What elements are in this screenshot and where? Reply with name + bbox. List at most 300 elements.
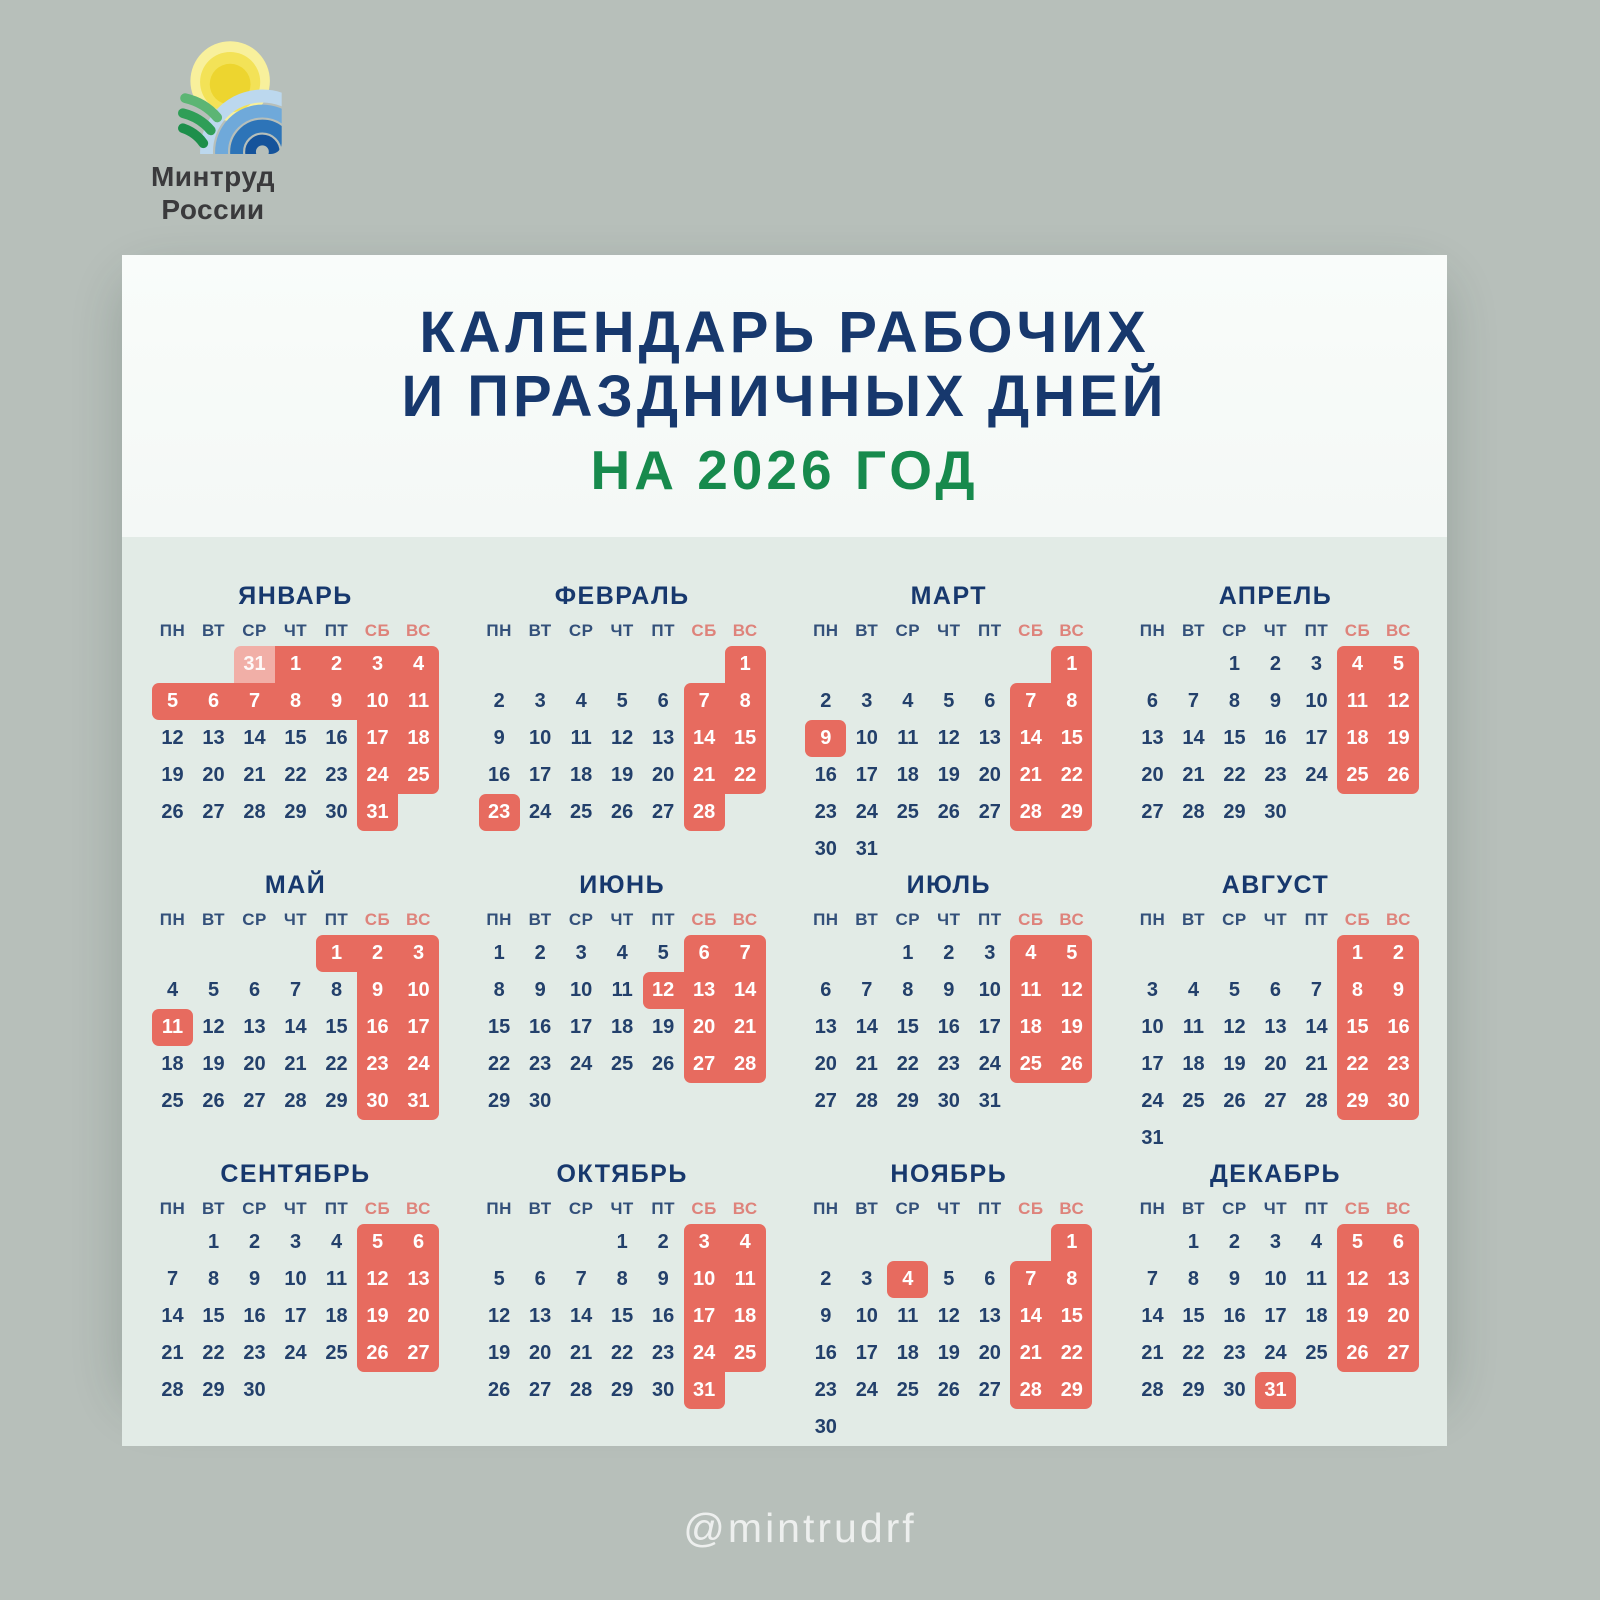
day-cell: 16 <box>1378 1009 1419 1046</box>
weekday-label: ПН <box>486 1199 512 1218</box>
day-cell: 12 <box>488 1305 511 1327</box>
page-title-line2: И ПРАЗДНИЧНЫХ ДНЕЙ <box>401 364 1168 429</box>
day-cell: 22 <box>488 1053 511 1075</box>
month-calendar <box>805 581 1092 868</box>
weekday-label: ВТ <box>528 910 552 929</box>
weekday-label: СР <box>242 1199 267 1218</box>
day-cell: 23 <box>937 1053 960 1075</box>
day-cell: 18 <box>325 1305 348 1327</box>
day-cell <box>1214 1120 1255 1157</box>
day-cell: 11 <box>611 979 633 1001</box>
day-cell: 1 <box>1228 653 1241 675</box>
day-cell: 6 <box>820 979 832 1001</box>
day-cell <box>643 831 684 868</box>
weekday-label: СБ <box>691 1199 717 1218</box>
day-cell <box>1010 1224 1051 1261</box>
day-cell: 25 <box>398 757 439 794</box>
day-cell: 3 <box>398 935 439 972</box>
day-cell: 8 <box>725 683 766 720</box>
day-cell: 16 <box>325 727 348 749</box>
day-cell: 12 <box>937 1305 960 1327</box>
day-cell: 12 <box>611 727 634 749</box>
day-cell: 3 <box>1310 653 1323 675</box>
day-cell: 27 <box>978 1379 1001 1401</box>
day-cell: 20 <box>1378 1298 1419 1335</box>
day-cell: 24 <box>398 1046 439 1083</box>
day-cell: 20 <box>814 1053 837 1075</box>
day-cell: 4 <box>1010 935 1051 972</box>
day-cell: 27 <box>684 1046 725 1083</box>
day-cell: 23 <box>1378 1046 1419 1083</box>
day-cell: 15 <box>725 720 766 757</box>
weekday-label: ЧТ <box>937 1199 961 1218</box>
day-cell: 31 <box>855 838 878 860</box>
day-cell <box>520 646 561 683</box>
month-calendar <box>152 1159 439 1446</box>
day-cell: 20 <box>1264 1053 1287 1075</box>
day-cell: 20 <box>202 764 225 786</box>
day-cell: 8 <box>330 979 343 1001</box>
day-cell: 19 <box>1337 1298 1378 1335</box>
day-cell: 26 <box>937 1379 960 1401</box>
day-cell: 23 <box>479 794 520 831</box>
day-cell: 13 <box>814 1016 837 1038</box>
day-cell <box>193 1409 234 1446</box>
day-cell: 9 <box>248 1268 261 1290</box>
month-title: ФЕВРАЛЬ <box>554 582 690 610</box>
weekday-label: ЧТ <box>610 1199 634 1218</box>
day-cell <box>1173 1120 1214 1157</box>
day-cell: 26 <box>1223 1090 1246 1112</box>
day-cell <box>357 831 398 868</box>
day-cell <box>846 646 887 683</box>
day-cell: 21 <box>1305 1053 1328 1075</box>
weekday-label: ВС <box>1386 621 1411 640</box>
day-cell <box>805 935 846 972</box>
month-calendar <box>479 870 766 1157</box>
org-name-line1: Минтруд <box>150 161 276 192</box>
weekday-label: СР <box>895 910 921 929</box>
day-cell <box>1337 1409 1378 1446</box>
day-cell <box>887 646 928 683</box>
day-cell: 21 <box>684 757 725 794</box>
day-cell <box>1132 935 1173 972</box>
day-cell <box>1010 1120 1051 1157</box>
day-cell: 10 <box>570 979 593 1001</box>
weekday-label: ПН <box>486 621 512 640</box>
day-cell: 9 <box>805 720 846 757</box>
day-cell: 13 <box>1141 727 1164 749</box>
day-cell: 2 <box>357 935 398 972</box>
day-cell <box>357 1409 398 1446</box>
weekday-label: ЧТ <box>1263 910 1288 929</box>
day-cell: 21 <box>1182 764 1205 786</box>
weekday-label: ПТ <box>978 621 1002 640</box>
day-cell: 4 <box>330 1231 343 1253</box>
day-cell: 1 <box>1337 935 1378 972</box>
day-cell <box>887 1120 928 1157</box>
day-cell <box>1337 794 1378 831</box>
day-cell: 16 <box>357 1009 398 1046</box>
weekday-label: ПН <box>159 621 186 640</box>
weekday-label: ВТ <box>855 1199 879 1218</box>
day-cell: 24 <box>1141 1090 1164 1112</box>
day-cell: 28 <box>1305 1090 1328 1112</box>
day-cell: 16 <box>1264 727 1287 749</box>
day-cell: 31 <box>234 646 275 683</box>
day-cell: 12 <box>1051 972 1092 1009</box>
day-cell: 20 <box>243 1053 266 1075</box>
day-cell: 3 <box>534 690 546 712</box>
day-cell <box>1378 1120 1419 1157</box>
day-cell: 4 <box>166 979 179 1001</box>
day-cell: 1 <box>725 646 766 683</box>
day-cell: 5 <box>943 690 955 712</box>
day-cell <box>479 1224 520 1261</box>
day-cell: 25 <box>325 1342 348 1364</box>
weekday-label: ПТ <box>651 621 675 640</box>
day-cell: 15 <box>896 1016 919 1038</box>
day-cell <box>846 935 887 972</box>
day-cell <box>643 1120 684 1157</box>
day-cell <box>193 1120 234 1157</box>
day-cell: 14 <box>1182 727 1205 749</box>
day-cell <box>1255 831 1296 868</box>
day-cell: 17 <box>398 1009 439 1046</box>
weekday-label: ПТ <box>324 1199 349 1218</box>
day-cell <box>398 1372 439 1409</box>
day-cell: 3 <box>289 1231 302 1253</box>
day-cell: 15 <box>1182 1305 1205 1327</box>
day-cell: 30 <box>1223 1379 1246 1401</box>
page-title <box>122 301 1447 429</box>
weekday-label: ЧТ <box>610 621 634 640</box>
day-cell <box>1214 831 1255 868</box>
day-cell <box>152 1224 193 1261</box>
day-cell: 11 <box>897 727 919 749</box>
day-cell: 15 <box>325 1016 348 1038</box>
day-cell <box>1132 646 1173 683</box>
weekday-label: СБ <box>1018 910 1044 929</box>
day-cell: 1 <box>1187 1231 1200 1253</box>
day-cell: 22 <box>1182 1342 1205 1364</box>
day-cell <box>275 1409 316 1446</box>
day-cell <box>969 831 1010 868</box>
day-cell: 1 <box>275 646 316 683</box>
day-cell: 8 <box>616 1268 628 1290</box>
day-cell <box>1051 831 1092 868</box>
calendar-card <box>122 255 1447 1438</box>
day-cell: 18 <box>611 1016 634 1038</box>
day-cell <box>1255 1120 1296 1157</box>
day-cell: 8 <box>1337 972 1378 1009</box>
day-cell: 1 <box>207 1231 220 1253</box>
day-cell: 12 <box>1223 1016 1246 1038</box>
month-title: АПРЕЛЬ <box>1218 582 1333 610</box>
day-cell: 14 <box>570 1305 593 1327</box>
day-cell: 12 <box>1337 1261 1378 1298</box>
day-cell: 4 <box>575 690 587 712</box>
day-cell <box>969 1224 1010 1261</box>
day-cell: 20 <box>978 1342 1001 1364</box>
day-cell: 7 <box>166 1268 179 1290</box>
day-cell: 30 <box>652 1379 675 1401</box>
day-cell: 23 <box>652 1342 675 1364</box>
day-cell: 17 <box>855 764 878 786</box>
day-cell: 31 <box>1141 1127 1164 1149</box>
day-cell <box>684 646 725 683</box>
day-cell: 24 <box>570 1053 593 1075</box>
month-calendar <box>479 581 766 868</box>
month-calendar <box>1132 581 1419 868</box>
weekday-label: ВТ <box>201 910 225 929</box>
day-cell: 5 <box>1228 979 1241 1001</box>
weekday-label: ПН <box>813 1199 839 1218</box>
day-cell: 3 <box>861 1268 873 1290</box>
day-cell: 12 <box>357 1261 398 1298</box>
day-cell: 13 <box>978 1305 1001 1327</box>
day-cell: 11 <box>570 727 592 749</box>
weekday-label: ЧТ <box>283 621 308 640</box>
day-cell <box>1051 1409 1092 1446</box>
day-cell: 19 <box>357 1298 398 1335</box>
weekday-label: ПТ <box>1304 910 1329 929</box>
day-cell: 10 <box>855 727 878 749</box>
day-cell: 29 <box>896 1090 919 1112</box>
day-cell <box>602 1409 643 1446</box>
day-cell <box>479 646 520 683</box>
day-cell: 28 <box>284 1090 307 1112</box>
day-cell: 9 <box>820 1305 832 1327</box>
day-cell: 27 <box>1264 1090 1287 1112</box>
day-cell <box>684 1409 725 1446</box>
weekday-label: ВС <box>406 621 431 640</box>
day-cell: 5 <box>207 979 220 1001</box>
day-cell: 19 <box>161 764 184 786</box>
day-cell: 29 <box>488 1090 511 1112</box>
weekday-label: ВС <box>1059 621 1085 640</box>
day-cell <box>684 1120 725 1157</box>
day-cell: 20 <box>652 764 675 786</box>
weekday-label: ВС <box>1059 910 1085 929</box>
card-body <box>122 537 1447 1446</box>
day-cell <box>357 1372 398 1409</box>
day-cell: 22 <box>725 757 766 794</box>
day-cell: 7 <box>289 979 302 1001</box>
day-cell: 10 <box>529 727 552 749</box>
day-cell <box>1337 1120 1378 1157</box>
day-cell <box>1296 935 1337 972</box>
day-cell <box>1214 1409 1255 1446</box>
day-cell: 13 <box>1264 1016 1287 1038</box>
weekday-label: ПН <box>159 1199 186 1218</box>
day-cell <box>602 646 643 683</box>
day-cell <box>398 794 439 831</box>
day-cell: 3 <box>684 1224 725 1261</box>
weekday-label: СБ <box>1344 621 1371 640</box>
weekday-label: ВС <box>732 910 758 929</box>
weekday-label: СБ <box>1344 910 1371 929</box>
day-cell: 4 <box>902 690 914 712</box>
day-cell <box>193 646 234 683</box>
day-cell: 5 <box>1337 1224 1378 1261</box>
day-cell: 14 <box>684 720 725 757</box>
weekday-label: ПТ <box>978 1199 1002 1218</box>
day-cell: 9 <box>316 683 357 720</box>
day-cell: 26 <box>652 1053 675 1075</box>
day-cell: 11 <box>1182 1016 1205 1038</box>
day-cell: 6 <box>193 683 234 720</box>
day-cell <box>602 831 643 868</box>
day-cell: 26 <box>1337 1335 1378 1372</box>
day-cell: 11 <box>398 683 439 720</box>
day-cell <box>1296 831 1337 868</box>
day-cell: 10 <box>1141 1016 1164 1038</box>
weekday-label: ВТ <box>855 621 879 640</box>
day-cell <box>234 1409 275 1446</box>
day-cell: 3 <box>1146 979 1159 1001</box>
day-cell: 15 <box>611 1305 634 1327</box>
day-cell <box>887 1409 928 1446</box>
day-cell: 18 <box>1182 1053 1205 1075</box>
weekday-label: СР <box>568 1199 594 1218</box>
day-cell: 15 <box>1051 1298 1092 1335</box>
day-cell <box>152 831 193 868</box>
day-cell <box>1378 1409 1419 1446</box>
weekday-label: СБ <box>364 910 391 929</box>
day-cell: 5 <box>1378 646 1419 683</box>
day-cell: 22 <box>1223 764 1246 786</box>
day-cell: 2 <box>493 690 505 712</box>
day-cell: 28 <box>1010 794 1051 831</box>
month-title: ИЮНЬ <box>579 871 666 899</box>
day-cell: 10 <box>684 1261 725 1298</box>
day-cell <box>725 1083 766 1120</box>
day-cell: 6 <box>984 690 996 712</box>
day-cell: 28 <box>243 801 266 823</box>
day-cell: 23 <box>1264 764 1287 786</box>
day-cell: 9 <box>1269 690 1282 712</box>
day-cell: 6 <box>398 1224 439 1261</box>
day-cell <box>1255 1409 1296 1446</box>
day-cell: 7 <box>861 979 873 1001</box>
day-cell: 9 <box>657 1268 669 1290</box>
day-cell: 6 <box>1378 1224 1419 1261</box>
day-cell <box>316 1409 357 1446</box>
day-cell: 20 <box>1141 764 1164 786</box>
day-cell: 26 <box>1378 757 1419 794</box>
day-cell: 5 <box>152 683 193 720</box>
day-cell: 18 <box>398 720 439 757</box>
day-cell <box>887 831 928 868</box>
day-cell: 24 <box>1264 1342 1287 1364</box>
day-cell <box>479 831 520 868</box>
day-cell <box>234 1120 275 1157</box>
day-cell: 1 <box>616 1231 628 1253</box>
day-cell: 17 <box>855 1342 878 1364</box>
day-cell: 16 <box>488 764 511 786</box>
day-cell: 13 <box>202 727 225 749</box>
day-cell: 13 <box>529 1305 552 1327</box>
day-cell: 17 <box>570 1016 593 1038</box>
day-cell: 17 <box>284 1305 307 1327</box>
day-cell <box>479 1409 520 1446</box>
day-cell: 23 <box>814 1379 837 1401</box>
day-cell <box>561 1120 602 1157</box>
weekday-label: ПТ <box>651 1199 675 1218</box>
day-cell: 28 <box>855 1090 878 1112</box>
day-cell: 12 <box>161 727 184 749</box>
day-cell: 8 <box>493 979 505 1001</box>
weekday-label: ЧТ <box>1263 621 1288 640</box>
org-name-line2: России <box>161 194 265 226</box>
day-cell: 29 <box>284 801 307 823</box>
day-cell: 5 <box>493 1268 505 1290</box>
day-cell: 17 <box>978 1016 1001 1038</box>
weekday-label: ПН <box>1139 621 1166 640</box>
day-cell <box>234 935 275 972</box>
day-cell <box>1378 794 1419 831</box>
month-title: ЯНВАРЬ <box>238 582 353 610</box>
day-cell: 26 <box>357 1335 398 1372</box>
day-cell: 23 <box>1223 1342 1246 1364</box>
day-cell <box>725 1372 766 1409</box>
day-cell <box>928 1409 969 1446</box>
day-cell: 30 <box>814 1416 837 1438</box>
day-cell: 16 <box>937 1016 960 1038</box>
weekday-label: ПТ <box>651 910 675 929</box>
day-cell: 25 <box>1182 1090 1205 1112</box>
day-cell: 5 <box>943 1268 955 1290</box>
weekday-label: СБ <box>1018 621 1044 640</box>
ministry-logo-block <box>138 38 358 226</box>
day-cell: 16 <box>652 1305 675 1327</box>
day-cell: 27 <box>243 1090 266 1112</box>
day-cell: 29 <box>1182 1379 1205 1401</box>
day-cell: 3 <box>861 690 873 712</box>
weekday-label: ПТ <box>324 621 349 640</box>
day-cell: 9 <box>943 979 955 1001</box>
day-cell: 28 <box>1182 801 1205 823</box>
day-cell <box>398 831 439 868</box>
day-cell: 27 <box>814 1090 837 1112</box>
day-cell: 2 <box>1269 653 1282 675</box>
day-cell: 2 <box>657 1231 669 1253</box>
weekday-label: ЧТ <box>610 910 634 929</box>
weekday-label: СБ <box>1344 1199 1371 1218</box>
day-cell: 7 <box>234 683 275 720</box>
day-cell: 12 <box>202 1016 225 1038</box>
month-title: СЕНТЯБРЬ <box>220 1160 371 1188</box>
day-cell <box>357 1120 398 1157</box>
day-cell: 7 <box>1187 690 1200 712</box>
day-cell: 26 <box>161 801 184 823</box>
day-cell: 21 <box>284 1053 307 1075</box>
day-cell: 6 <box>1269 979 1282 1001</box>
day-cell: 31 <box>398 1083 439 1120</box>
day-cell: 5 <box>1051 935 1092 972</box>
month-calendar <box>152 581 439 868</box>
day-cell: 28 <box>1010 1372 1051 1409</box>
day-cell: 12 <box>1378 683 1419 720</box>
weekday-label: ПН <box>813 621 839 640</box>
day-cell <box>805 1224 846 1261</box>
day-cell: 11 <box>1305 1268 1328 1290</box>
day-cell <box>561 1409 602 1446</box>
day-cell <box>1010 646 1051 683</box>
day-cell: 21 <box>1141 1342 1164 1364</box>
day-cell: 24 <box>978 1053 1001 1075</box>
